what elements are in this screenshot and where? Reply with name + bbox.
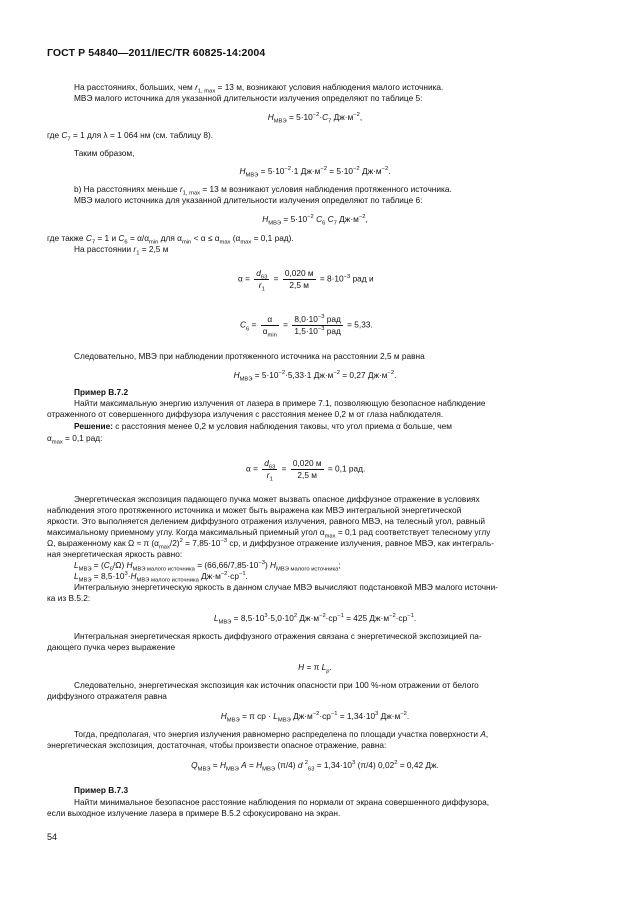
text-line: МВЭ малого источника для указанной длительности излучения определяют по таблице 6: [74, 195, 423, 205]
text-line: если выходное излучение лазера в примере В.5.2 сфокусировано на экран. [47, 808, 341, 818]
text-line: Следовательно, энергетическая экспозиция как источник опасности при 100 %-ном отражении от белого [74, 680, 479, 690]
text-line: Энергетическая экспозиция падающего пучка может вызвать опасное диффузное отражение в условиях [74, 494, 480, 504]
text-line: Найти максимальную энергию излучения от лазера в примере 7.1, позволяющую безопасное наблюдение [74, 398, 486, 408]
equation: $L_{МВЭ} = 8,5\cdot 10^3\cdot H_{МВЭ малого источника}$ $Дж\cdot м^{-2}\cdot ср^{-1}$. [74, 571, 248, 584]
text-line: Найти минимальное безопасное расстояние наблюдения по нормали от экрана совершенного диффузора, [74, 797, 490, 807]
equation: $L_{МВЭ} = (C_6/\Omega) H_{МВЭ малого источника} = (66,66/7,85\cdot 10^{-3})$ $H_{МВЭ малого источника}$; [74, 560, 341, 573]
text-line: $\alpha_{max} = 0,1$ рад: [47, 433, 103, 446]
text-line: ка из В.5.2: [47, 593, 91, 603]
equation: $H_{МВЭ} = \pi$ ср · $L_{МВЭ}$ $Дж\cdot м^{-2}\cdot ср^{-1} = 1,34\cdot 10^3$ $Дж\cdot м^{-2}$. [220, 711, 410, 724]
text-line: отраженного от совершенного диффузора излучения с расстояния менее 0,2 м от глаза наблюдателя. [47, 409, 444, 419]
equation: $H_{МВЭ} = 5\cdot 10^{-2}\cdot 5,33\cdot 1$ $Дж\cdot м^{-2} = 0,27$ $Дж\cdot м^{-2}$. [233, 370, 397, 383]
equation: $L_{МВЭ} = 8,5\cdot 10^3\cdot 5,0\cdot 10^2$ $Дж\cdot м^{-2}\cdot ср^{-1} = 425$ $Дж\cdot м^{-2}\cdot ср^{-1}$. [213, 613, 417, 626]
text-line: максимальному приемному углу. Когда максимальный приемный угол $\alpha_{max} = 0,1$ рад соответствует телесному углу [47, 527, 491, 540]
text-line: где также $C_7 = 1$ и $C_6 = \alpha/\alpha_{min}$ для $\alpha_{min} < \alpha \le \alpha_{max}$ ($\alpha_{max} = 0,1$ рад). [47, 233, 294, 246]
equation: $H_{МВЭ} = 5\cdot 10^{-2}$ $C_6$ $C_7$ $Дж\cdot м^{-2}$, [262, 214, 368, 227]
equation: $H_{МВЭ} = 5\cdot 10^{-2}\cdot 1$ $Дж\cdot м^{-2} = 5\cdot 10^{-2}$ $Дж\cdot м^{-2}$. [239, 166, 391, 179]
text-line: яркости. Это выполняется делением диффузного отражения излучения, равного МВЭ, на телесный угол, равный [47, 516, 486, 526]
page-number: 54 [47, 832, 58, 842]
text-line: энергетическая экспозиция, достаточная, чтобы произвести опасное отражение, равна: [47, 740, 387, 750]
text-line: наблюдения этого протяженного источника и может быть выражена как МВЭ интегральной энергетической [47, 505, 462, 515]
equation: $Q_{МВЭ} = H_{МВЭ}$ $A = H_{МВЭ}$ (π/4) d $^2_{63} = 1,34\cdot 10^3$ (π/4) $0,02^2 = 0,42$ Дж. [191, 760, 439, 773]
text-line: МВЭ малого источника для указанной длительности излучения определяют по таблице 5: [74, 93, 423, 103]
equation: α = $\frac{d_{63}}{r_1}$ = $\frac{0,020 м}{2,5 м}$ = 0,1 рад. [246, 458, 366, 483]
text-line: Ω, выраженному как Ω ≈ π $(\alpha_{max}/2)^2 = 7,85\cdot 10^{-3}$ ср, и диффузное отражение излучения, равное МВЭ, как интеграль- [47, 538, 494, 551]
text-line: Интегральную энергетическую яркость в данном случае МВЭ вычисляют подстановкой МВЭ малого источни- [74, 582, 499, 592]
solution-label: Решение: [74, 421, 113, 431]
text-line: Следовательно, МВЭ при наблюдении протяженного источника на расстоянии 2,5 м равна [74, 351, 425, 361]
equation: H = π $L_p$. [298, 662, 332, 675]
text-line: дающего пучка через выражение [47, 642, 176, 652]
document-header: ГОСТ Р 54840—2011/IEC/TR 60825-14:2004 [47, 47, 266, 59]
text-line: где $C_7 = 1$ для λ = 1 064 нм (см. таблицу 8). [47, 130, 214, 143]
text-line: ная энергетическая яркость равно: [47, 549, 183, 559]
text-line: диффузного отражателя равна [47, 691, 167, 701]
text-line: Решение: с расстояния менее 0,2 м условия наблюдения таковы, что угол приема α больше, чем [74, 421, 452, 431]
example-heading: Пример В.7.2 [74, 387, 129, 397]
text-line: На расстоянии $r_1 = 2,5$ м [74, 244, 169, 257]
text-line: На расстояниях, больших, чем $r_{1, max} = 13$ м, возникают условия наблюдения малого источника. [74, 82, 444, 95]
equation: α = $\frac{d_{63}}{r_1}$ = $\frac{0,020 м}{2,5 м}$ = $8\cdot 10^{-3}$ рад и [238, 268, 374, 293]
text-line: b) На расстояниях меньше $r_{1, max} = 13$ м возникают условия наблюдения протяженного источника. [74, 184, 452, 197]
equation: $H_{МВЭ} = 5\cdot 10^{-2}\cdot C_7$ $Дж\cdot м^{-2}$, [267, 112, 363, 125]
example-heading: Пример В.7.3 [74, 785, 129, 795]
text-line: Таким образом, [74, 148, 135, 158]
text-line: Тогда, предполагая, что энергия излучения равномерно распределена по площади участка поверхности A, [74, 729, 489, 739]
equation: $C_6$ = $\frac{\alpha}{\alpha_{min}}$ = $\frac{8,0\cdot 10^{-3} рад}{1,5\cdot 10^{-3} рад}$ = 5,33. [240, 314, 373, 339]
text-line: Интегральная энергетическая яркость диффузного отражения связана с энергетической экспозицией па- [74, 631, 482, 641]
